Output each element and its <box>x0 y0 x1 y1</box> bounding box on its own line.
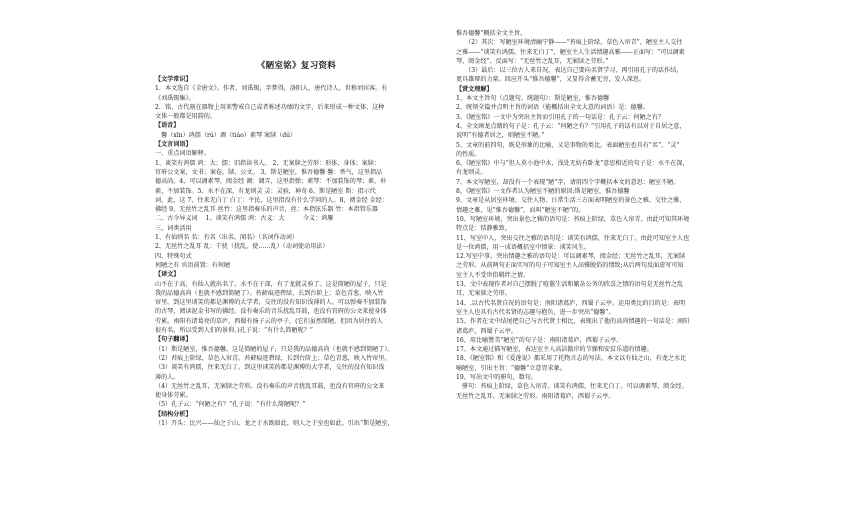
text-line: 情趣之雅，见“惟吾德馨”，而叫“陋室不陋”的。 <box>456 206 585 214</box>
right-column <box>456 29 728 401</box>
text-line: 1．本文选自《全唐文》。作者，刘禹锡，字梦得，洛阳人，唐代诗人。世称刘宾客。有 <box>155 85 388 93</box>
text-line: 之雅——“谈笑有鸿儒，往来无白丁”，陋室主人生活情趣高雅——正面写：“可以调素 <box>456 48 685 56</box>
text-line: 4、全文画龙点睛的句子是：孔子云：“何陋之有？”引用孔子的话有以对于自居之意， <box>456 122 686 130</box>
text-line: 12.写室中事，突出情趣之雅的语句是：可以调素琴，阅金经；无丝竹之乱耳，无案牍 <box>456 253 686 261</box>
document-title: 《陋室铭》复习资料 <box>256 61 337 71</box>
text-line: 馨（xīn）鸿儒（rú）调（tiáo）素琴 案牍（dú） <box>155 131 297 139</box>
text-line: 很有名，所以受到人们的景仰。)孔子说：“有什么简陋呢？” <box>155 327 313 335</box>
text-line: 1、有仙则名 名：有名（出名，闻名）（名词作动词） <box>155 234 298 242</box>
text-line: （1）斯是陋室，惟吾德馨。这是简陋的屋子，只是我的品德高尚（也就不感到简陋了）。 <box>155 345 394 353</box>
text-line: 德高尚。4、可以调素琴，阅金经 调：调弄，这里指弹；素琴：不加装饰的琴；素，朴 <box>155 178 387 186</box>
text-line: 14、.以古代名贤自况的语句是：南阳诸葛庐，西蜀子云亭。运用类比的目的是：表明 <box>456 299 686 307</box>
text-line: 词，此，这 7、往来无白丁 白丁：平民，这里指没有什么学问的人。8、阅金经 金经： <box>155 196 388 204</box>
text-line: 特点是：恬静雅致。 <box>456 225 511 233</box>
text-line: 有龙则灵。 <box>456 169 487 177</box>
text-line: 16、用比喻赞美“陋室”的句子是：南阳诸葛庐，西蜀子云亭。 <box>456 336 623 344</box>
text-line: 喻陋室，引出主旨：“德馨”立意胃求象。 <box>456 364 566 372</box>
text-line: 11、写室中人，突出交往之雅的语句是：谈笑有鸿儒，往来无白丁。由此可知室主人也 <box>456 234 690 242</box>
text-line: 一、重点词语解释。 <box>155 150 210 158</box>
text-line: 室主人不受世俗羁绊之情。 <box>456 271 530 279</box>
text-line: 5、文章的前四句，既是形象的比喻，又是事物的类比，表面陋室也具有“名”、“灵” <box>456 141 680 149</box>
text-line: （3）谈笑有鸿儒，往来无白丁。到这里谈笑的都是渊博的大学者，交往的没有知识浅 <box>155 364 385 372</box>
text-line: 诸葛庐，西蜀子云亭。 <box>456 327 517 335</box>
text-line: 19、写出文中的骈句，数句。 <box>456 373 537 381</box>
text-line: 官府公文案，文书；案卷，牍，公文。 3、斯是陋室，惟吾德馨 馨：香气，这里指品 <box>155 168 383 176</box>
text-line: 10、写陋室环境，突出景色之雅的语句是：苔痕上阶绿，草色入帘青。由此可知其环境 <box>456 215 690 223</box>
left-column-text <box>155 75 438 428</box>
text-line: （1）开头：比兴——仙之于山、龙之于水既如此，则人之于室也如此。引出“斯是陋室， <box>155 419 394 427</box>
text-line: 我的品德高尚（也就不感到简陋了）。苔藓痕迹碧绿，长到台阶上；草色青葱，映入竹 <box>155 289 384 297</box>
section-heading: 【句子翻译】 <box>155 336 192 344</box>
text-line: 17、本文通过描写陋室，表达室主人高洁傲岸的节操和安贫乐道的情趣。 <box>456 346 653 354</box>
left-column <box>155 60 438 428</box>
right-column-text <box>456 29 728 401</box>
text-line: 更具雄辩的力量。回应开头“惟吾德馨”，又显得含蓄无穷，发人深思。 <box>456 76 646 84</box>
section-heading: 【文言词语】 <box>155 141 192 149</box>
text-line: （4）无丝竹之乱耳，无案牍之劳形。没有奏乐的声音扰乱耳鼓，也没有官府的公文来 <box>155 382 385 390</box>
text-line: 9、文章是从居室环境、交往人物、日常生活三方面表明陋室的景色之雅、交往之雅、 <box>456 197 686 205</box>
text-line: 惟吾德馨”概括全文主旨。 <box>456 30 527 37</box>
text-line: 山不在于高，有仙人就出名了。水不在于深，有了龙就灵验了。这是简陋的屋子，只是 <box>155 280 387 288</box>
text-line: 室主人也具有古代名贤的志趣与抱负，进一步突出“德馨”。 <box>456 308 615 316</box>
text-line: （2）其次：写陋室环境清幽宁静——“苔痕上阶绿，草色入帘青”，陋室主人交往 <box>456 39 683 47</box>
text-line: 文体一般都是用韵的。 <box>155 113 216 121</box>
text-line: 是一位鸿儒，用一成语概括室中情景：谈笑风生。 <box>456 243 591 251</box>
text-line: 13、文中表现作者对自己摆脱了喧嚣生活和繁杂公务的欣喜之情的语句是无丝竹之乱 <box>456 281 684 289</box>
text-line: （5）孔子云：“何陋之有？”孔子说：“有什么简陋呢？” <box>155 401 306 409</box>
section-heading: 【译文】 <box>155 271 180 279</box>
text-line: 劳累。南阳有诸葛亮的草庐，西蜀有扬子云的亭子，(它们虽然简陋，但因为居住的人 <box>155 317 383 325</box>
text-line: 的古琴，阅读泥金书写的佛经。没有奏乐的音乐扰乱耳鼓，也没有官府的公文来使身体 <box>155 308 387 316</box>
section-heading: 【结构分析】 <box>155 410 192 418</box>
text-line: 7、本文写陋室，却没有一个表现“陋”字，请用四个字概括本文的意思：陋室不陋。 <box>456 178 680 186</box>
text-line: 薄的人。 <box>155 373 180 381</box>
text-line: 琴，阅金经”。反面写：“无丝竹之乱耳，无案牍之劳形。” <box>456 57 609 65</box>
text-line: 2、无丝竹之乱耳 乱：干扰（扰乱，使……乱）（动词使动用法） <box>155 243 329 251</box>
text-line: 说明“有德者居之，则陋室不陋。” <box>456 132 545 140</box>
text-line: 四、特殊句式 <box>155 252 192 260</box>
text-line: 6、《陋室铭》中与“但人莫小池中水，浅处无妨有卧龙”意思相近的句子是：水不在深， <box>456 160 689 168</box>
section-heading: 【赏文理解】 <box>456 85 493 93</box>
text-line: 素，不加装饰。5、水不在深，有龙则灵 灵：灵验，神奇 6、斯是陋室 斯：指示代 <box>155 187 376 195</box>
text-line: 15、作者在文中结尾把自己与古代贤士相比，表现出了他的高尚情趣的一句话是：南阳 <box>456 318 690 326</box>
text-line: 1、本文主旨句（点题句、统题句）：斯是陋室，惟吾德馨 <box>456 95 610 103</box>
text-line: 之劳形。从前两句正面实写的句子可知室主人高雅脱俗的情致;从后两句反面虚写可知 <box>456 262 684 270</box>
section-heading: 【语音】 <box>155 122 180 130</box>
text-line: 骈句：苔痕上阶绿，草色入帘青。谈笑有鸿儒，往来无白丁。可以调素琴，阅金经。 <box>456 383 688 391</box>
text-line: 的性质。 <box>456 150 481 158</box>
text-line: （2）苔痕上阶绿，草色入帘青。苔藓痕迹碧绿，长到台阶上；草色青葱，映入竹帘里。 <box>155 354 391 362</box>
section-heading: 【文学常识】 <box>155 76 192 83</box>
text-line: 帘里。到这里谈笑的都是渊博的大学者，交往的没有知识浅薄的人。可以弹奏不加装饰 <box>155 299 387 307</box>
text-line: 何陋之有 宾语前置：有何陋 <box>155 261 231 269</box>
text-line: 18、《陋室铭》和《爱莲说》都采用了托物言志的写法。本文以有仙之山，有龙之水比 <box>456 355 687 363</box>
text-line: 1、谈笑有鸿儒 鸿：大；儒：旧指读书人。 2、无案牍之劳形：形体，身体；案牍： <box>155 159 380 167</box>
text-line: 3、《陋室铭》一文中为突出主旨而引用孔子的一句话是：孔子云：何陋之有？ <box>456 113 665 121</box>
text-line: 《刘禹锡集》。 <box>155 94 195 102</box>
text-line: 二、古今异义词 1、谈笑有鸿儒 鸿：古义：大 今义：鸿雁 <box>155 215 334 223</box>
text-line: 8、《陋室铭》一文作者认为陋室不陋的原因:斯是陋室，惟吾德馨 <box>456 188 630 196</box>
text-line: 2．铭，古代刻在器物上用来警戒自己或者称述功绩的文字，后来形成一种文体，这种 <box>155 103 385 111</box>
text-line: 三、词类活用 <box>155 224 192 232</box>
text-line: 耳，无案牍之劳形。 <box>456 290 511 298</box>
text-line: 佛经 9、无丝竹之乱耳 丝竹：这里指奏乐的声音，丝：本指弦乐器 竹：本指管乐器 <box>155 206 378 214</box>
text-line: （3）最后：以三位古人来自况，表达自己要向名贤学习，再引用孔子的话作结， <box>456 67 683 75</box>
text-line: 无丝竹之乱耳，无案牍之劳形。南阳诸葛庐，西蜀子云亭。 <box>456 392 615 400</box>
text-line: 使身体劳累。 <box>155 392 192 400</box>
text-line: 2、统领全篇并点明主旨的词语（能概括出全文大意的词语）是：德馨。 <box>456 104 649 112</box>
